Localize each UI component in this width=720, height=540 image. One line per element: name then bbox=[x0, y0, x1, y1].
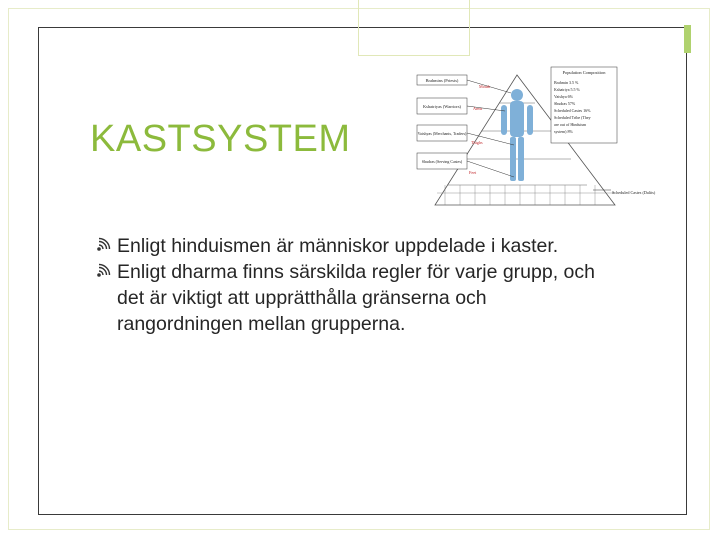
svg-text:Brahmins (Priests): Brahmins (Priests) bbox=[425, 78, 459, 83]
svg-text:Population Composition: Population Composition bbox=[562, 70, 606, 75]
bullet-list bbox=[96, 233, 616, 337]
body-part-label: Mouth bbox=[479, 84, 491, 89]
svg-text:Scheduled Tribe (They: Scheduled Tribe (They bbox=[554, 115, 591, 120]
dalits-label-box bbox=[593, 190, 656, 195]
caste-box-kshatriyas bbox=[417, 98, 467, 114]
decorative-square bbox=[358, 0, 470, 56]
svg-text:Scheduled Castes 16%: Scheduled Castes 16% bbox=[554, 108, 591, 113]
wifi-bullet-icon bbox=[96, 238, 114, 252]
svg-text:Kshatriyas (Warriors): Kshatriyas (Warriors) bbox=[422, 104, 462, 109]
bullet-item bbox=[96, 259, 616, 337]
svg-text:Shudras (Serving Castes): Shudras (Serving Castes) bbox=[421, 159, 463, 164]
svg-text:Vaishya 6%: Vaishya 6% bbox=[554, 94, 573, 99]
svg-text:system) 8%: system) 8% bbox=[554, 129, 573, 134]
svg-text:Kshatriya 5.5 %: Kshatriya 5.5 % bbox=[554, 87, 580, 92]
svg-text:Brahmin 3.5 %: Brahmin 3.5 % bbox=[554, 80, 579, 85]
caste-box-brahmins bbox=[417, 75, 467, 85]
svg-text:Vaishyas (Merchants, Traders): Vaishyas (Merchants, Traders) bbox=[417, 131, 467, 136]
caste-box-shudras bbox=[417, 153, 467, 169]
population-composition-box bbox=[551, 67, 617, 143]
caste-box-vaishyas bbox=[417, 125, 467, 141]
caste-pyramid-diagram bbox=[415, 65, 656, 212]
bullet-text: Enligt dharma finns särskilda regler för varje grupp, och det är viktigt att upprätthålla gränserna och rangordningen mellan grupperna. bbox=[117, 261, 595, 335]
body-part-label: Thighs bbox=[471, 140, 483, 145]
wifi-bullet-icon bbox=[96, 264, 114, 278]
bullet-text: Enligt hinduismen är människor uppdelade i kaster. bbox=[117, 235, 559, 257]
bullet-item bbox=[96, 233, 616, 259]
svg-text:Scheduled Castes (Dalits): Scheduled Castes (Dalits) bbox=[612, 190, 656, 195]
svg-text:are out of Hinduism: are out of Hinduism bbox=[554, 122, 587, 127]
slide-title: KASTSYSTEM bbox=[90, 118, 351, 160]
svg-text:Shudras 57%: Shudras 57% bbox=[554, 101, 576, 106]
accent-bar bbox=[684, 25, 691, 53]
body-part-label: Feet bbox=[469, 170, 477, 175]
body-part-label: Arms bbox=[473, 106, 483, 111]
